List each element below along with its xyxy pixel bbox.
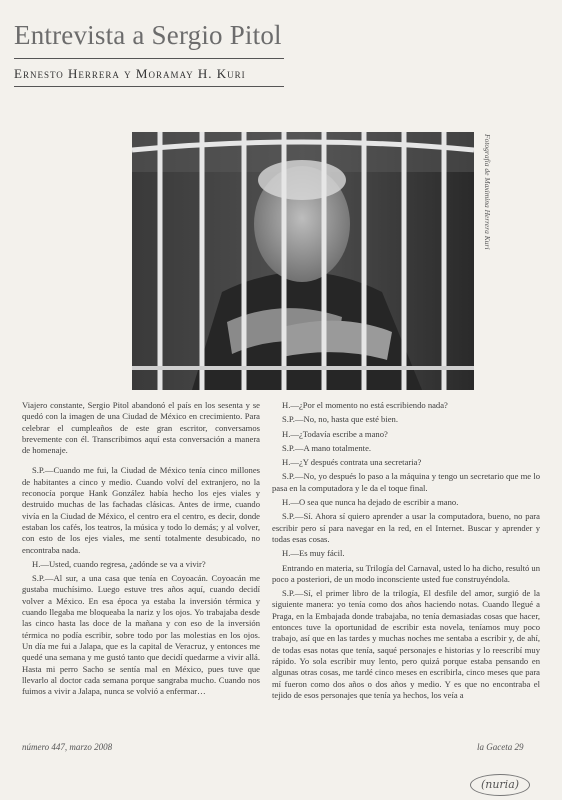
page-number-footer: la Gaceta 29 bbox=[477, 742, 524, 752]
article-column-left bbox=[22, 400, 260, 700]
photo-credit: Fotografía de Maximina Herrera Kuri bbox=[483, 134, 492, 250]
paragraph: S.P.—Al sur, a una casa que tenía en Coyoacán. Coyoacán me gustaba muchísimo. Luego estuve tres años aquí, cuando decidí volver a México. En esa época ya estaba la inversión térmica y cuando llegaba me bloqueaba la nariz y los ojos. Yo trabajaba desde las cinco hasta las doce de la mañana y con eso de la inversión térmica no podía escribir, sobre todo por las molestias en los ojos. Un día me fui a Jalapa, que es la capital de Veracruz, y entonces me quedé una semana y me gustó tanto que decidí quedarme a vivir allá. Hasta mi perro Sacho se sentía mal en México, pues tuve que llevarlo al doctor cada semana porque sangraba mucho. Cuando nos fuimos a vivir a Jalapa, nunca se volvió a enfermar… bbox=[22, 573, 260, 697]
paragraph: S.P.—A mano totalmente. bbox=[282, 442, 372, 453]
paragraph: S.P.—Sí, el primer libro de la trilogía, El desfile del amor, surgió de la siguiente manera: yo tenía como dos años haciendo notas. Cuando llegué a Praga, en la Embajada donde trabajaba, no tenía demasiadas cosas que hacer, entonces tuve la oportunidad de escribir esta novela, teníamos muy poco trabajo, así que en las tardes y muchas noches me sentaba a escribir y, de ahí, de todas esas notas que tenía, saqué personajes e historias y lo reescribí muy rápido. Yo sola escribir muy lento, pero quizá porque estaba pensando en algunas otras cosas, me tardé cinco meses en escribirla, cinco meses que para mí fueron como dos años o dos años y medio. Y es que no encontraba el tejido de esos personajes que tenía ya hechos, los veía a bbox=[272, 588, 540, 700]
paragraph: S.P.—No, yo después lo paso a la máquina y tengo un secretario que me lo pasa en la computadora y le da el toque final. bbox=[272, 471, 540, 493]
authors-rule bbox=[14, 86, 284, 87]
paragraph: S.P.—No, no, hasta que esté bien. bbox=[282, 414, 399, 425]
paragraph: H.—Es muy fácil. bbox=[282, 548, 345, 559]
article-authors: Ernesto Herrera y Moramay H. Kuri bbox=[14, 66, 246, 81]
article-column-right bbox=[272, 400, 540, 704]
paragraph: S.P.—Sí. Ahora sí quiero aprender a usar la computadora, bueno, no para escribir pero sí para navegar en la red, en el Internet. Buscar y aprender y todas esas cosas. bbox=[272, 511, 540, 544]
paragraph: H.—¿Todavía escribe a mano? bbox=[282, 428, 388, 439]
portrait-photo bbox=[132, 132, 474, 390]
portrait-illustration bbox=[132, 132, 474, 390]
paragraph: H.—¿Y después contrata una secretaria? bbox=[282, 457, 422, 468]
paragraph: H.—¿Por el momento no está escribiendo nada? bbox=[282, 400, 448, 410]
paragraph: Entrando en materia, su Trilogía del Carnaval, usted lo ha dicho, resultó un poco a posteriori, de un modo inconsciente usted fue construyéndola. bbox=[272, 562, 540, 584]
paragraph: H.—O sea que nunca ha dejado de escribir a mano. bbox=[282, 497, 459, 508]
article-title: Entrevista a Sergio Pitol bbox=[14, 20, 282, 50]
paragraph: S.P.—Cuando me fui, la Ciudad de México tenía cinco millones de habitantes a cinco y medio. Cuando volví del extranjero, no la reconocía porque Hank González había hecho los ejes viales y destruido muchas de las fachadas clásicas. Antes de irme, cuando vivía en la Ciudad de México, el centro era el centro, es decir, donde estaban los cafés, los teatros, la música y todo lo demás; y al volver, con esto de los ejes viales, me sentí totalmente desubicado, no encontraba nada. bbox=[22, 465, 260, 555]
issue-footer: número 447, marzo 2008 bbox=[22, 742, 113, 752]
handwritten-stamp: (nuria) bbox=[470, 774, 530, 796]
intro-paragraph: Viajero constante, Sergio Pitol abandonó el país en los sesenta y se quedó con la imagen de una Ciudad de México en crecimiento. Para celebrar el cumpleaños de este gran escritor, conversamos brevemente con él. Transcribimos aquí esta conversación a manera de homenaje. bbox=[22, 400, 260, 456]
title-rule bbox=[14, 58, 284, 59]
paragraph: H.—Usted, cuando regresa, ¿adónde se va a vivir? bbox=[32, 558, 206, 569]
